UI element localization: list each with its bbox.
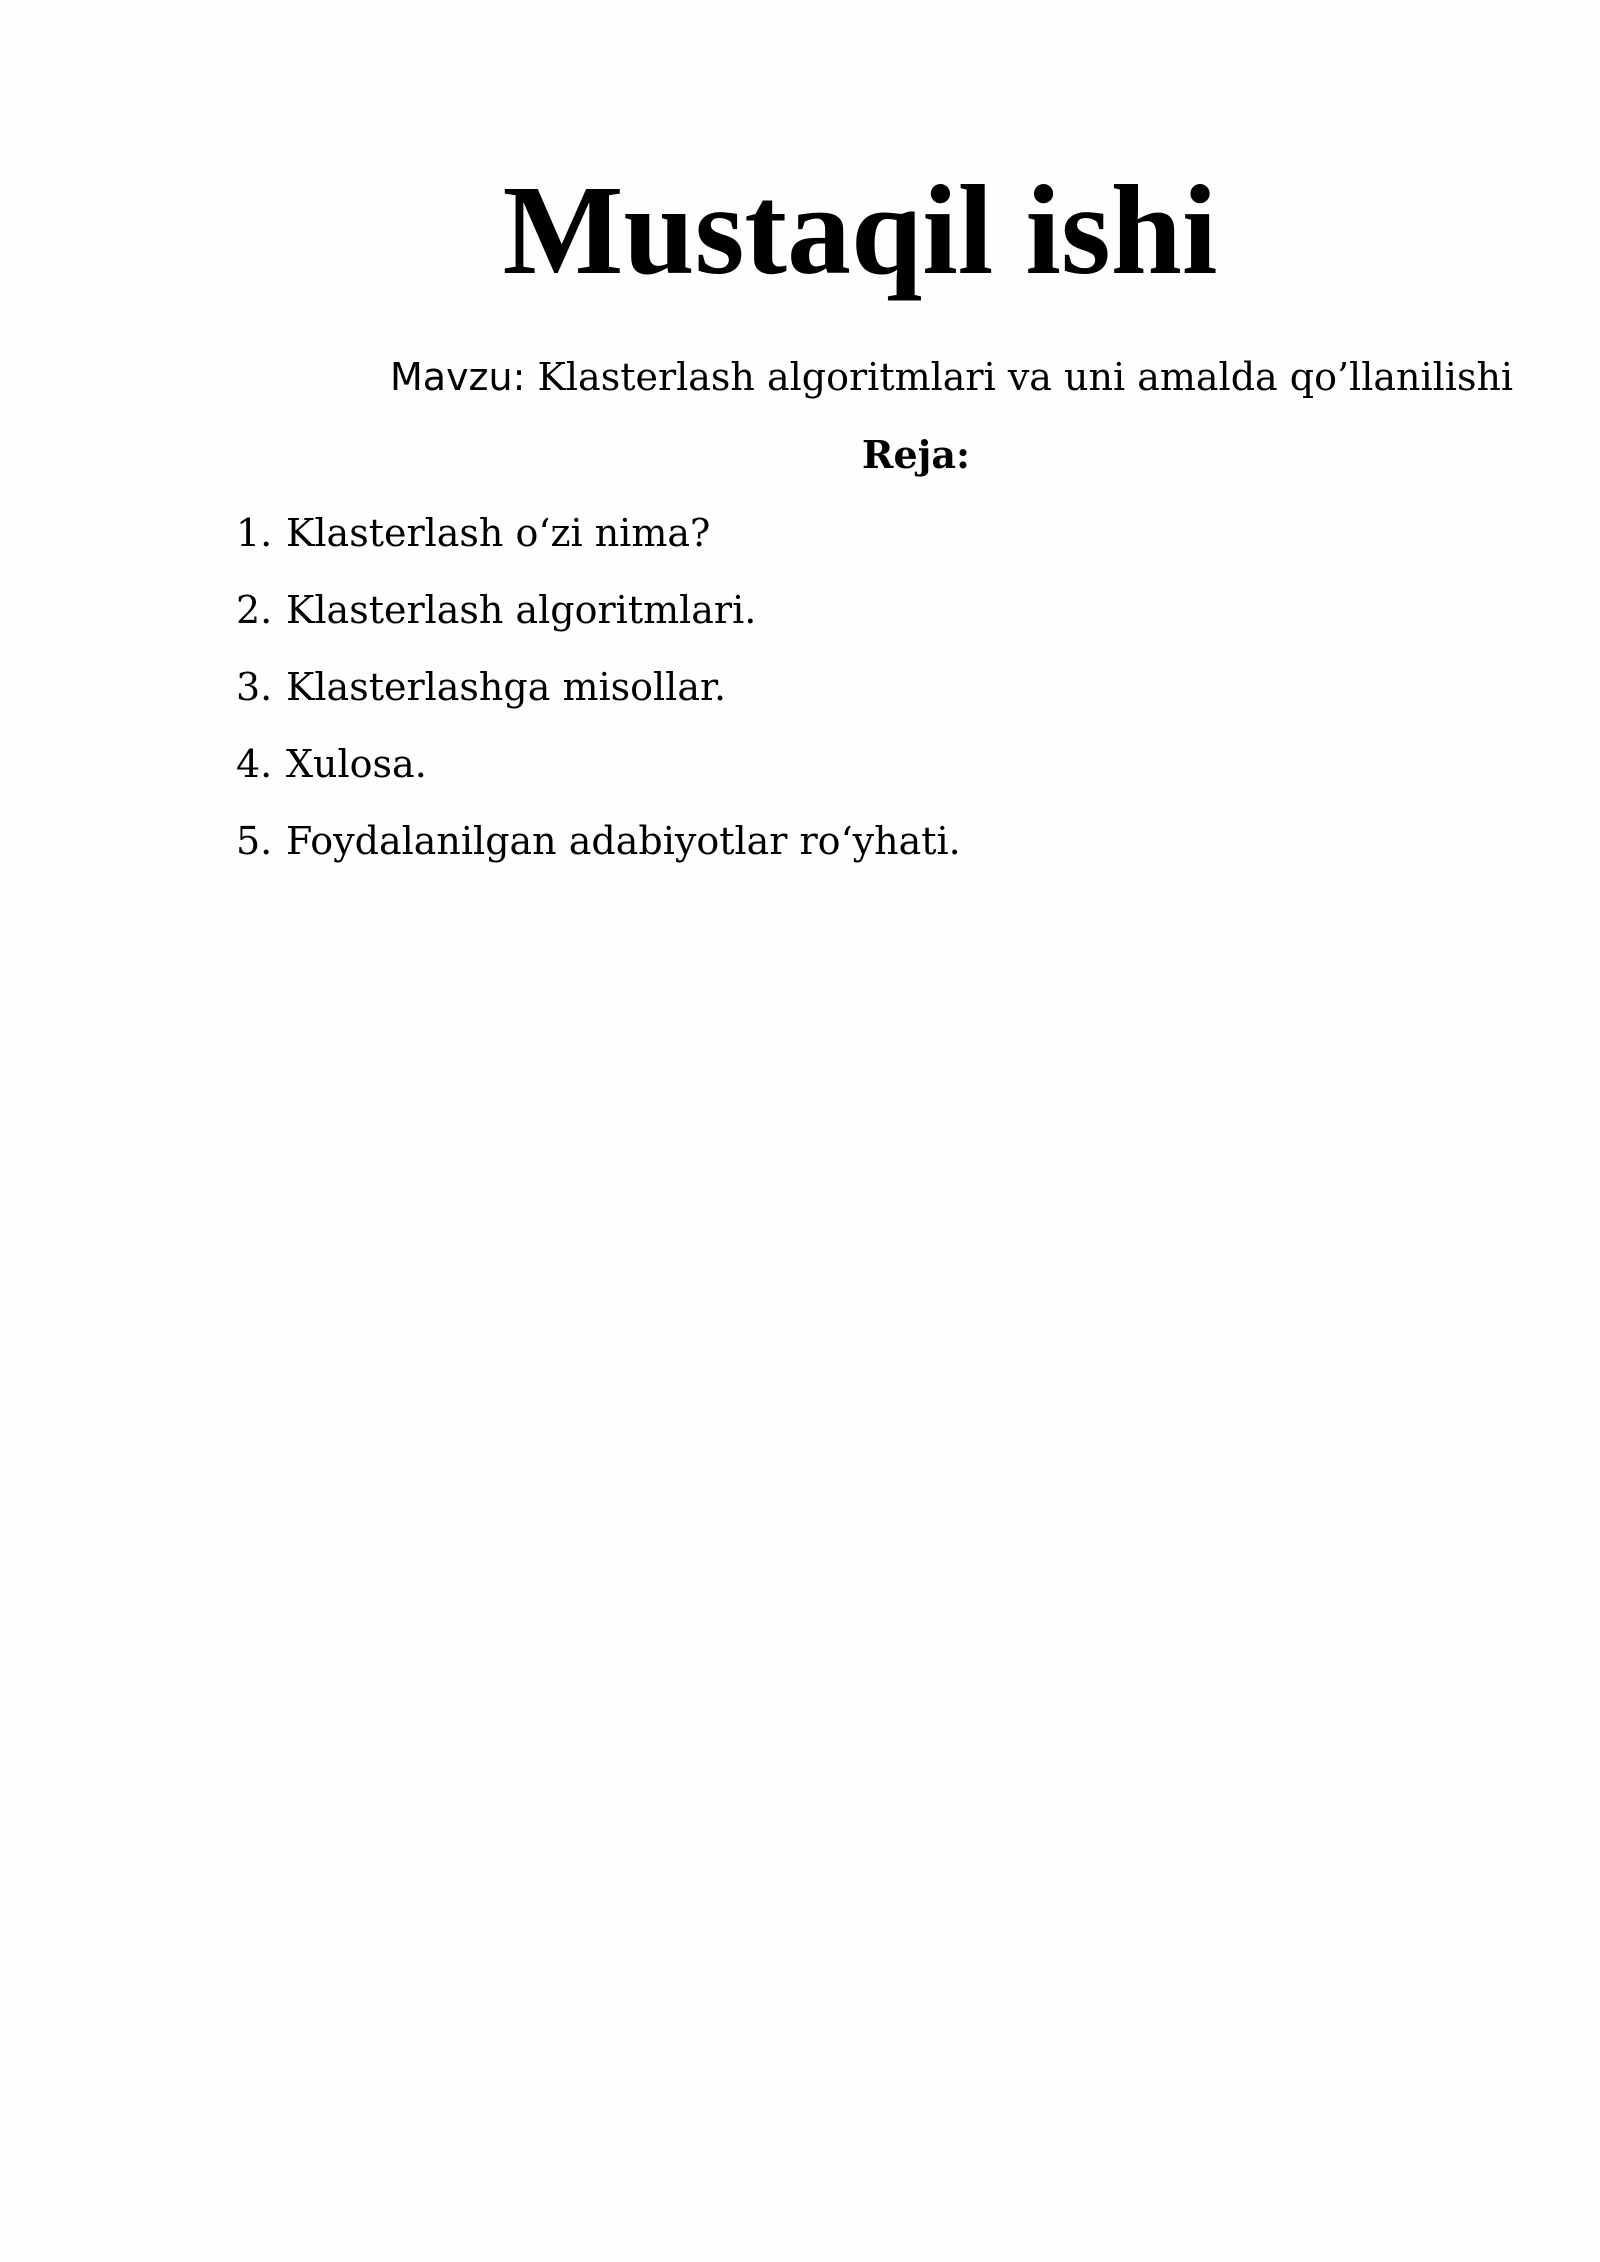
- subject-label: Mavzu:: [390, 355, 526, 399]
- plan-item-text: Klasterlash o‘zi nima?: [286, 511, 711, 555]
- plan-item-text: Klasterlashga misollar.: [286, 665, 727, 709]
- subject-line: [390, 352, 1513, 402]
- plan-item-text: Foydalanilgan adabiyotlar ro‘yhati.: [286, 819, 961, 863]
- plan-item-number: 3.: [236, 665, 273, 709]
- subject-text: Klasterlash algoritmlari va uni amalda qo’llanilishi: [537, 355, 1514, 399]
- plan-item-number: 5.: [236, 819, 273, 863]
- plan-item-text: Klasterlash algoritmlari.: [286, 588, 757, 632]
- plan-heading: Reja:: [861, 432, 971, 477]
- document-title: Mustaqil ishi: [502, 159, 1218, 301]
- plan-item-number: 2.: [236, 588, 273, 632]
- plan-item-number: 4.: [236, 742, 273, 786]
- plan-item-number: 1.: [236, 511, 273, 555]
- plan-item-text: Xulosa.: [286, 742, 427, 786]
